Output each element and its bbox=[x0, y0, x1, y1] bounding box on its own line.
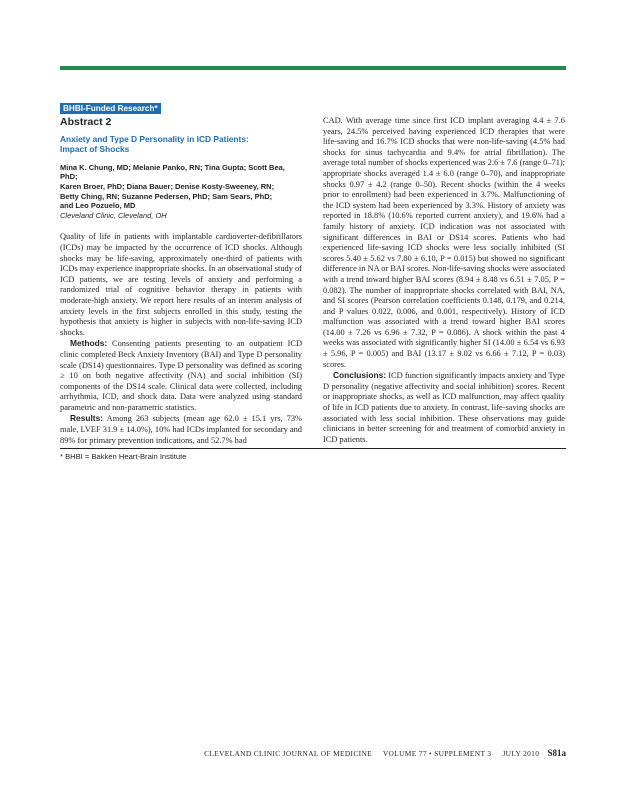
left-column bbox=[60, 116, 302, 446]
page-footer bbox=[165, 748, 566, 759]
intro-paragraph: Quality of life in patients with implantable cardioverter-defibrillators (ICDs) may be impacted by the occurrence of ICD shocks. Although shocks may be life-saving, approximately one-third of patients with ICDs may experience inappropriate shocks. In an observational study of ICD patients, we are testing levels of anxiety and performing a randomized trial of cognitive behavior therapy in patients with moderate-high anxiety. We report here results of an interim analysis of anxiety levels in the first subjects enrolled in this study, testing the hypothesis that anxiety is higher in subjects with non-life-saving ICD shocks. bbox=[60, 232, 302, 337]
page-number: S81a bbox=[547, 748, 566, 758]
abstract-title bbox=[60, 134, 302, 155]
funding-badge: BHBI-Funded Research* bbox=[60, 103, 161, 114]
footnote: * BHBI = Bakken Heart-Brain Institute bbox=[60, 452, 187, 461]
abstract-title-line-2: Impact of Shocks bbox=[60, 144, 130, 155]
abstract-title-line-1: Anxiety and Type D Personality in ICD Patients: bbox=[60, 134, 249, 144]
author-line: Betty Ching, RN; Suzanne Pedersen, PhD; Sam Sears, PhD; bbox=[60, 191, 273, 201]
conclusions-paragraph bbox=[323, 370, 565, 445]
footnote-divider bbox=[60, 448, 566, 449]
conclusions-heading: Conclusions: bbox=[333, 370, 387, 381]
top-accent-bar bbox=[60, 66, 566, 70]
results-text-start: Among 263 subjects (mean age 62.0 ± 15.1 yrs, 73% male, LVEF 31.9 ± 14.0%), 10% had ICDs implanted for secondary and 89% for primary prevention indications, and 52.7% had bbox=[60, 414, 302, 445]
author-list bbox=[60, 163, 302, 211]
results-paragraph bbox=[60, 413, 302, 446]
results-continued: CAD. With average time since first ICD implant averaging 4.4 ± 7.6 years, 24.5% perceived having experienced ICD therapies that were life-saving and 16.7% ICD shocks that were non-life-saving (4.5% had shocks for sinus tachycardia and 9.4% for atrial fibrillation). The average total number of shocks experienced was 2.6 ± 7.6 (range 0–71); appropriate shocks averaged 1.4 ± 6.0 (range 0–70), and inappropriate shocks 0.97 ± 4.2 (range 0–50). Recent shocks (within the 4 weeks prior to enrollment) had been experienced in 3.7%. Malfunctioning of the ICD system had been experienced by 3.3%. History of anxiety was reported in 18.8% (10.6% reported current anxiety), and 19.6% had a family history of anxiety. ICD indication was not associated with significant differences in BAI or DS14 scores. Patients who had experienced life-saving ICD shocks were less socially inhibited (SI scores 5.40 ± 5.62 vs 7.80 ± 6.10, P = 0.015) but showed no significant difference in NA or BAI scores. Non-life-saving shocks were associated with a trend toward higher BAI scores (8.94 ± 8.48 vs 6.51 ± 7.05, P = 0.082). The number of inappropriate shocks correlated with BAI, NA, and SI scores (Pearson correlation coefficients 0.148, 0.179, and 0.214, and P values 0.022, 0.006, and 0.001, respectively). History of ICD malfunction was associated with a trend toward higher BAI scores (14.00 ± 7.26 vs 6.96 ± 7.32, P = 0.086). A shock within the past 4 weeks was associated with significantly higher SI (14.00 ± 6.54 vs 6.93 ± 5.96, P = 0.005) and BAI (13.17 ± 9.02 vs 6.66 ± 7.12, P = 0.03) scores. bbox=[323, 116, 565, 369]
conclusions-text: ICD function significantly impacts anxiety and Type D personality (negative affectivity and social inhibition) scores. Recent or inappropriate shocks, as well as ICD malfunction, may affect quality of life in ICD patients due to anxiety. In contrast, life-saving shocks are associated with less social inhibition. These observations may guide clinicians in better screening for and treatment of comorbid anxiety in ICD patients. bbox=[323, 371, 565, 444]
methods-paragraph bbox=[60, 338, 302, 413]
results-heading: Results: bbox=[70, 413, 104, 424]
author-line: Mina K. Chung, MD; Melanie Panko, RN; Tina Gupta; Scott Bea, PhD; bbox=[60, 162, 285, 182]
issue-date: JULY 2010 bbox=[502, 749, 540, 758]
volume-info: VOLUME 77 • SUPPLEMENT 3 bbox=[382, 749, 492, 758]
abstract-number: Abstract 2 bbox=[60, 116, 112, 128]
affiliation: Cleveland Clinic, Cleveland, OH bbox=[60, 210, 167, 220]
right-column bbox=[323, 116, 565, 445]
methods-heading: Methods: bbox=[70, 338, 108, 349]
author-line: and Leo Pozuelo, MD bbox=[60, 201, 136, 211]
journal-name: CLEVELAND CLINIC JOURNAL OF MEDICINE bbox=[204, 749, 372, 758]
methods-text: Consenting patients presenting to an outpatient ICD clinic completed Beck Anxiety Inventory (BAI) and Type D personality scale (DS14) questionnaires. Type D personality was defined as scoring ≥ 10 on both negative affectivity (NA) and social inhibition (SI) components of the DS14 scale. Clinical data were collected, including arrhythmia, ICD, and shock data. Data were analyzed using standard parametric and non-parametric statistics. bbox=[60, 339, 302, 412]
author-line: Karen Broer, PhD; Diana Bauer; Denise Kosty-Sweeney, RN; bbox=[60, 182, 275, 191]
